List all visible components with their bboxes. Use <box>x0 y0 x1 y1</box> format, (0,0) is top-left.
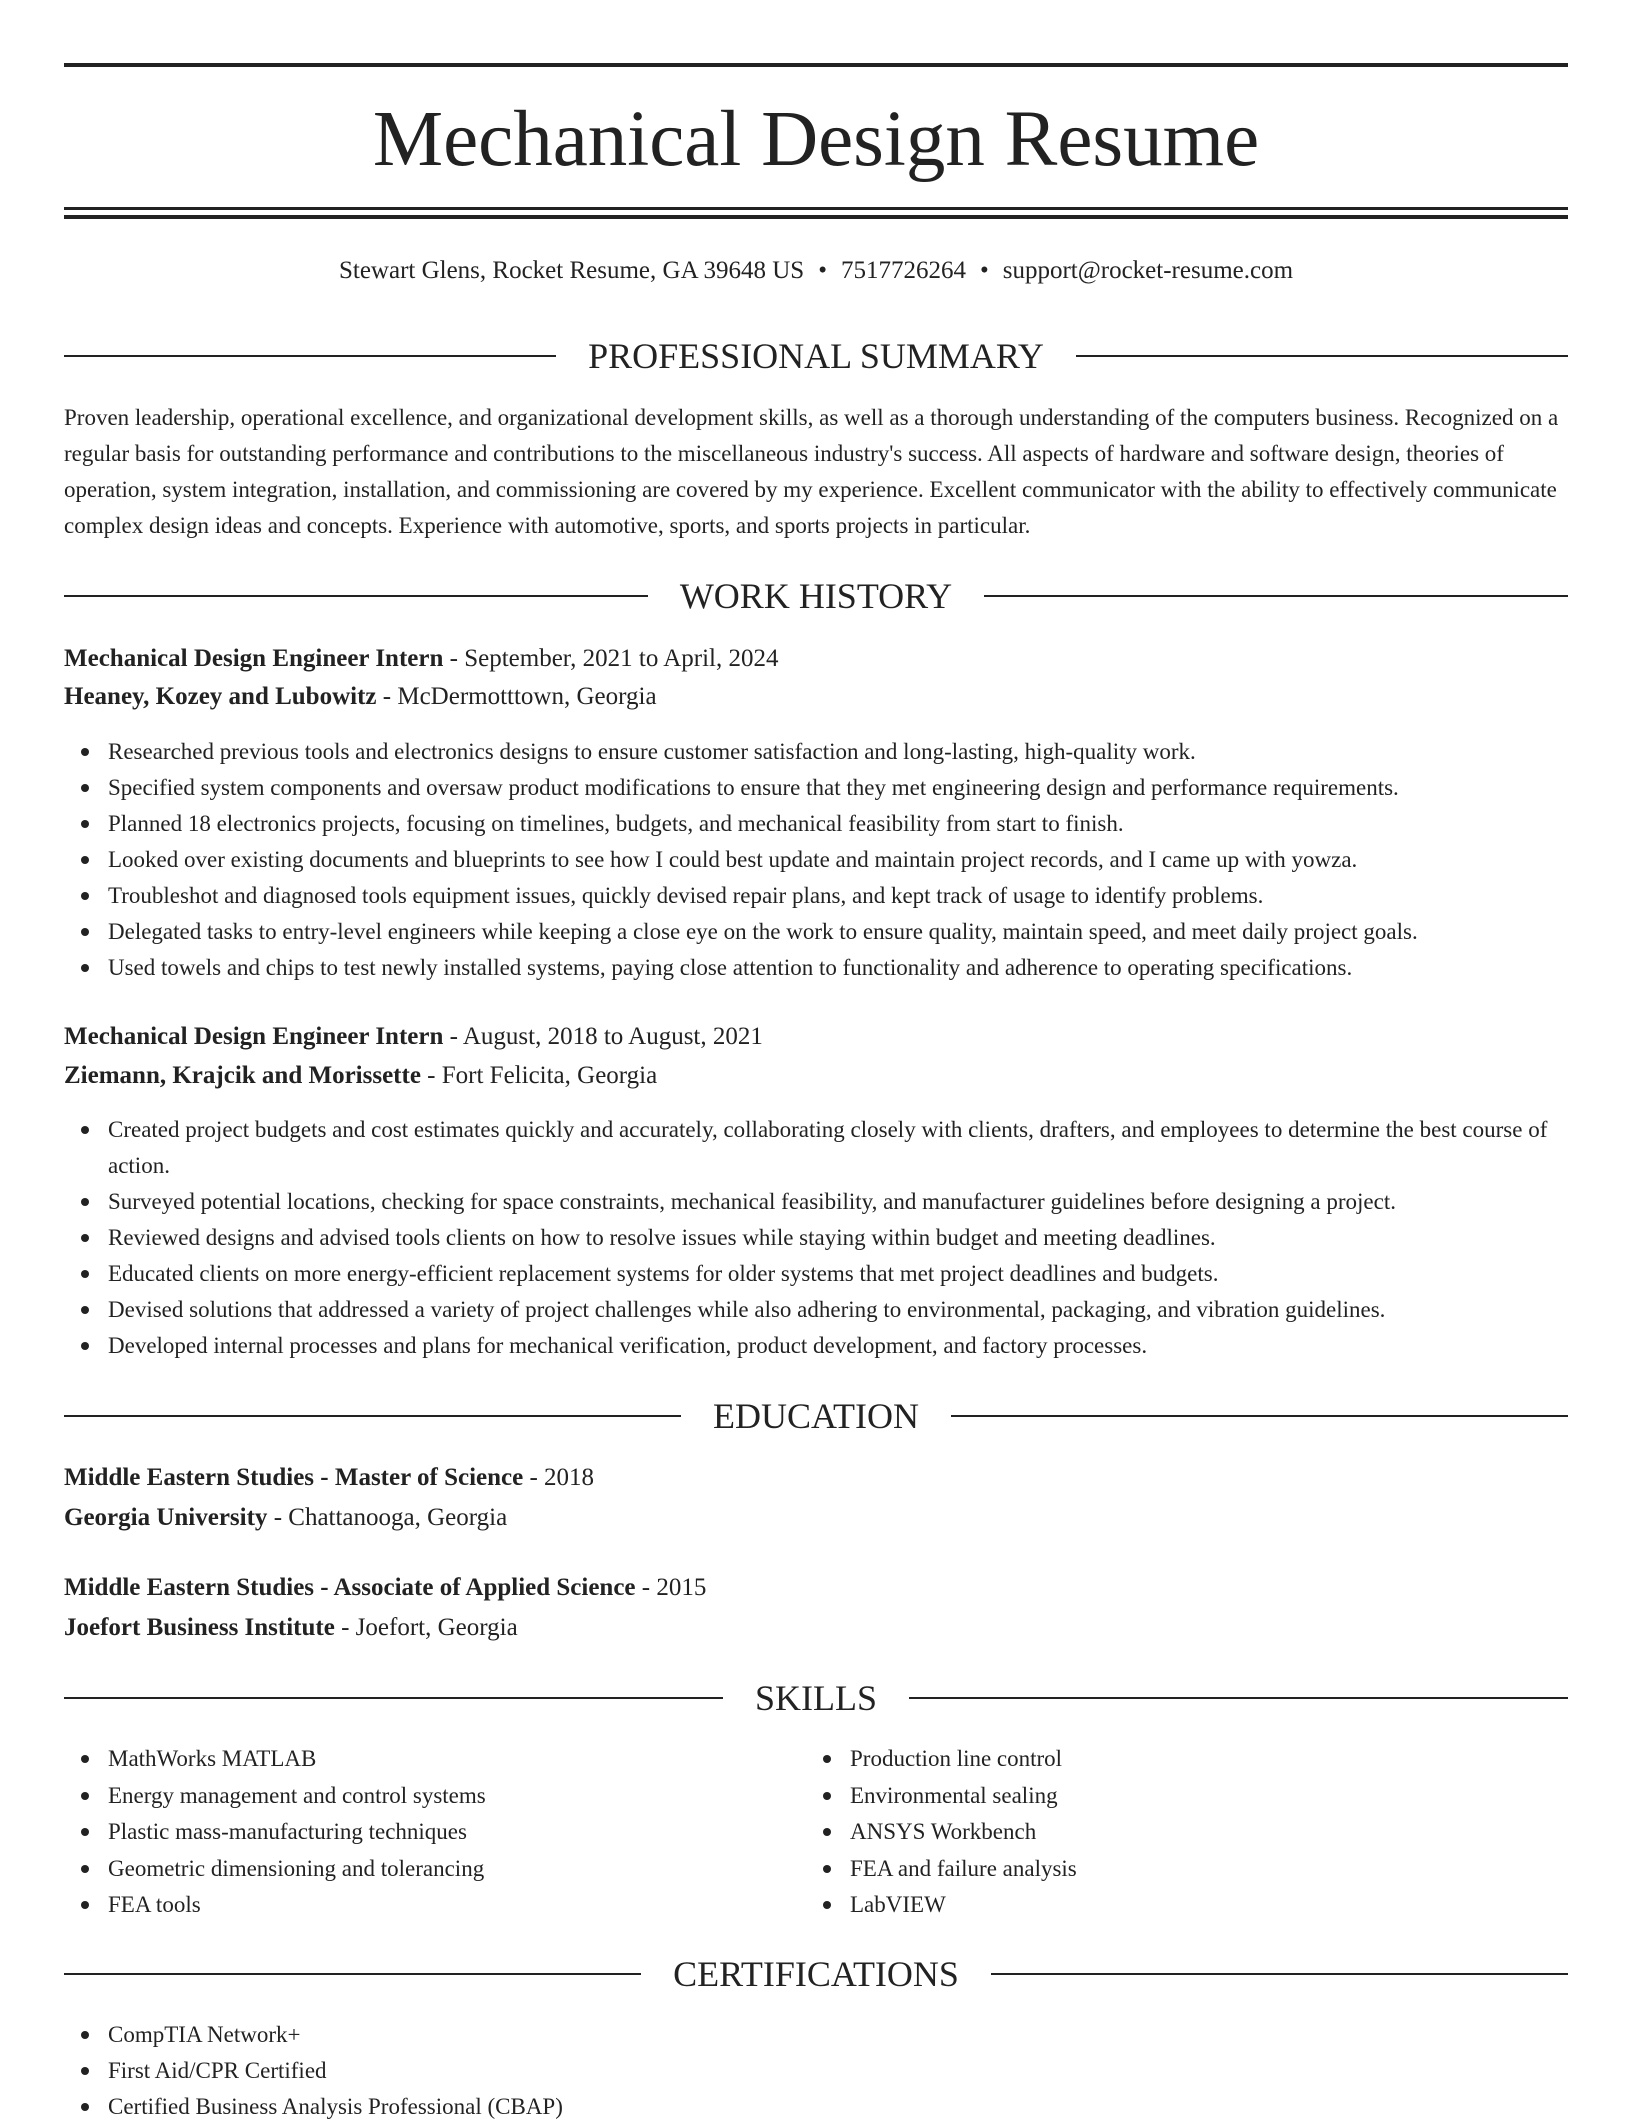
school-location: Chattanooga, Georgia <box>288 1504 508 1531</box>
section-title: WORK HISTORY <box>679 576 953 616</box>
skill-item: Energy management and control systems <box>108 1778 764 1815</box>
skill-item: Production line control <box>850 1741 1506 1778</box>
dash: - <box>449 1023 458 1050</box>
skill-item: Plastic mass-manufacturing techniques <box>108 1814 764 1851</box>
job-title-line <box>64 641 1568 677</box>
title-rule-upper <box>64 207 1568 210</box>
list-item: Created project budgets and cost estimates quickly and accurately, collaborating closely with clients, drafters, and employees to determine the best course of action. <box>108 1112 1568 1184</box>
skill-item: Environmental sealing <box>850 1778 1506 1815</box>
job-company-line <box>64 1058 1568 1094</box>
job-title: Mechanical Design Engineer Intern <box>64 1023 444 1050</box>
skill-item: MathWorks MATLAB <box>108 1741 764 1778</box>
list-item: Reviewed designs and advised tools clients on how to resolve issues while staying within budget and meeting deadlines. <box>108 1220 1568 1256</box>
section-heading-certifications <box>64 1952 1568 1996</box>
section-title: CERTIFICATIONS <box>673 1954 959 1994</box>
divider <box>991 1973 1568 1975</box>
skills-list-right <box>806 1741 1506 1924</box>
school-location: Joefort, Georgia <box>355 1614 518 1641</box>
list-item: Specified system components and oversaw product modifications to ensure that they met engineering design and performance requirements. <box>108 770 1568 806</box>
list-item: Developed internal processes and plans for mechanical verification, product development, and factory processes. <box>108 1328 1568 1364</box>
section-heading-education <box>64 1394 1568 1438</box>
contact-separator: • <box>818 257 827 284</box>
dash: - <box>273 1504 283 1531</box>
list-item: Planned 18 electronics projects, focusing on timelines, budgets, and mechanical feasibility from start to finish. <box>108 806 1568 842</box>
job-company: Heaney, Kozey and Lubowitz <box>64 683 377 710</box>
list-item: Devised solutions that addressed a variety of project challenges while also adhering to environmental, packaging, and vibration guidelines. <box>108 1292 1568 1328</box>
divider <box>64 595 648 597</box>
job-dates: September, 2021 to April, 2024 <box>464 645 779 672</box>
summary-text: Proven leadership, operational excellence, and organizational development skills, as well as a thorough understanding of the computers business. Recognized on a regular basis for outstanding performance and contributions to the miscellaneous industry's success. All aspects of hardware and software design, theories of operation, system integration, installation, and commissioning are covered by my experience. Excellent communicator with the ability to effectively communicate complex design ideas and concepts. Experience with automotive, sports, and sports projects in particular. <box>64 405 1559 538</box>
list-item: Delegated tasks to entry-level engineers while keeping a close eye on the work to ensure quality, maintain speed, and meet daily project goals. <box>108 914 1568 950</box>
degree-year: 2015 <box>656 1574 707 1601</box>
degree: Middle Eastern Studies - Associate of Applied Science <box>64 1574 636 1601</box>
section-title: SKILLS <box>755 1678 878 1718</box>
dash: - <box>529 1464 538 1491</box>
certifications-list <box>64 2017 1568 2125</box>
skill-item: FEA and failure analysis <box>850 1851 1506 1888</box>
list-item: Researched previous tools and electronics designs to ensure customer satisfaction and long-lasting, high-quality work. <box>108 734 1568 770</box>
contact-phone: 7517726264 <box>840 257 966 284</box>
section-heading-summary <box>64 334 1568 378</box>
list-item: Used towels and chips to test newly installed systems, paying close attention to functionality and adherence to operating specifications. <box>108 950 1568 986</box>
list-item: Looked over existing documents and blueprints to see how I could best update and maintain project records, and I came up with yowza. <box>108 842 1568 878</box>
job-company: Ziemann, Krajcik and Morissette <box>64 1062 421 1089</box>
divider <box>951 1415 1568 1417</box>
section-heading-skills <box>64 1676 1568 1720</box>
list-item: Troubleshot and diagnosed tools equipment issues, quickly devised repair plans, and kept track of usage to identify problems. <box>108 878 1568 914</box>
section-heading-work <box>64 574 1568 618</box>
job-bullets <box>64 1112 1568 1364</box>
job-location: Fort Felicita, Georgia <box>441 1062 658 1089</box>
skill-item: Geometric dimensioning and tolerancing <box>108 1851 764 1888</box>
school: Joefort Business Institute <box>64 1614 335 1641</box>
contact-line <box>64 254 1568 288</box>
school: Georgia University <box>64 1504 268 1531</box>
dash: - <box>341 1614 350 1641</box>
contact-address: Stewart Glens, Rocket Resume, GA 39648 US <box>338 257 805 284</box>
job-dates: August, 2018 to August, 2021 <box>462 1023 763 1050</box>
job-title: Mechanical Design Engineer Intern <box>64 645 444 672</box>
dash: - <box>382 683 392 710</box>
job-bullets <box>64 734 1568 986</box>
divider <box>64 1697 723 1699</box>
contact-separator: • <box>979 257 989 284</box>
degree-line <box>64 1460 1568 1496</box>
dash: - <box>449 645 458 672</box>
divider <box>1076 355 1568 357</box>
skill-item: ANSYS Workbench <box>850 1814 1506 1851</box>
list-item: Educated clients on more energy-efficient replacement systems for older systems that met project deadlines and budgets. <box>108 1256 1568 1292</box>
skill-item: LabVIEW <box>850 1887 1506 1924</box>
school-line <box>64 1610 1568 1646</box>
school-line <box>64 1500 1568 1536</box>
skill-item: FEA tools <box>108 1887 764 1924</box>
section-title: EDUCATION <box>713 1396 919 1436</box>
job-location: McDermotttown, Georgia <box>397 683 657 710</box>
job-title-line <box>64 1019 1568 1055</box>
certification-item: CompTIA Network+ <box>108 2017 1568 2053</box>
dash: - <box>427 1062 436 1089</box>
degree-line <box>64 1570 1568 1606</box>
degree: Middle Eastern Studies - Master of Science <box>64 1464 524 1491</box>
contact-email: support@rocket-resume.com <box>1002 257 1294 284</box>
resume-title: Mechanical Design Resume <box>372 96 1260 183</box>
top-rule <box>64 63 1568 67</box>
degree-year: 2018 <box>544 1464 595 1491</box>
job-company-line <box>64 679 1568 715</box>
title-rule-lower <box>64 215 1568 219</box>
dash: - <box>641 1574 651 1601</box>
divider <box>64 355 556 357</box>
divider <box>984 595 1568 597</box>
certification-item: Certified Business Analysis Professional (CBAP) <box>108 2089 1568 2125</box>
section-title: PROFESSIONAL SUMMARY <box>588 336 1044 376</box>
list-item: Surveyed potential locations, checking for space constraints, mechanical feasibility, and manufacturer guidelines before designing a project. <box>108 1184 1568 1220</box>
divider <box>64 1415 681 1417</box>
certification-item: First Aid/CPR Certified <box>108 2053 1568 2089</box>
divider <box>909 1697 1568 1699</box>
skills-list-left <box>64 1741 764 1924</box>
divider <box>64 1973 641 1975</box>
